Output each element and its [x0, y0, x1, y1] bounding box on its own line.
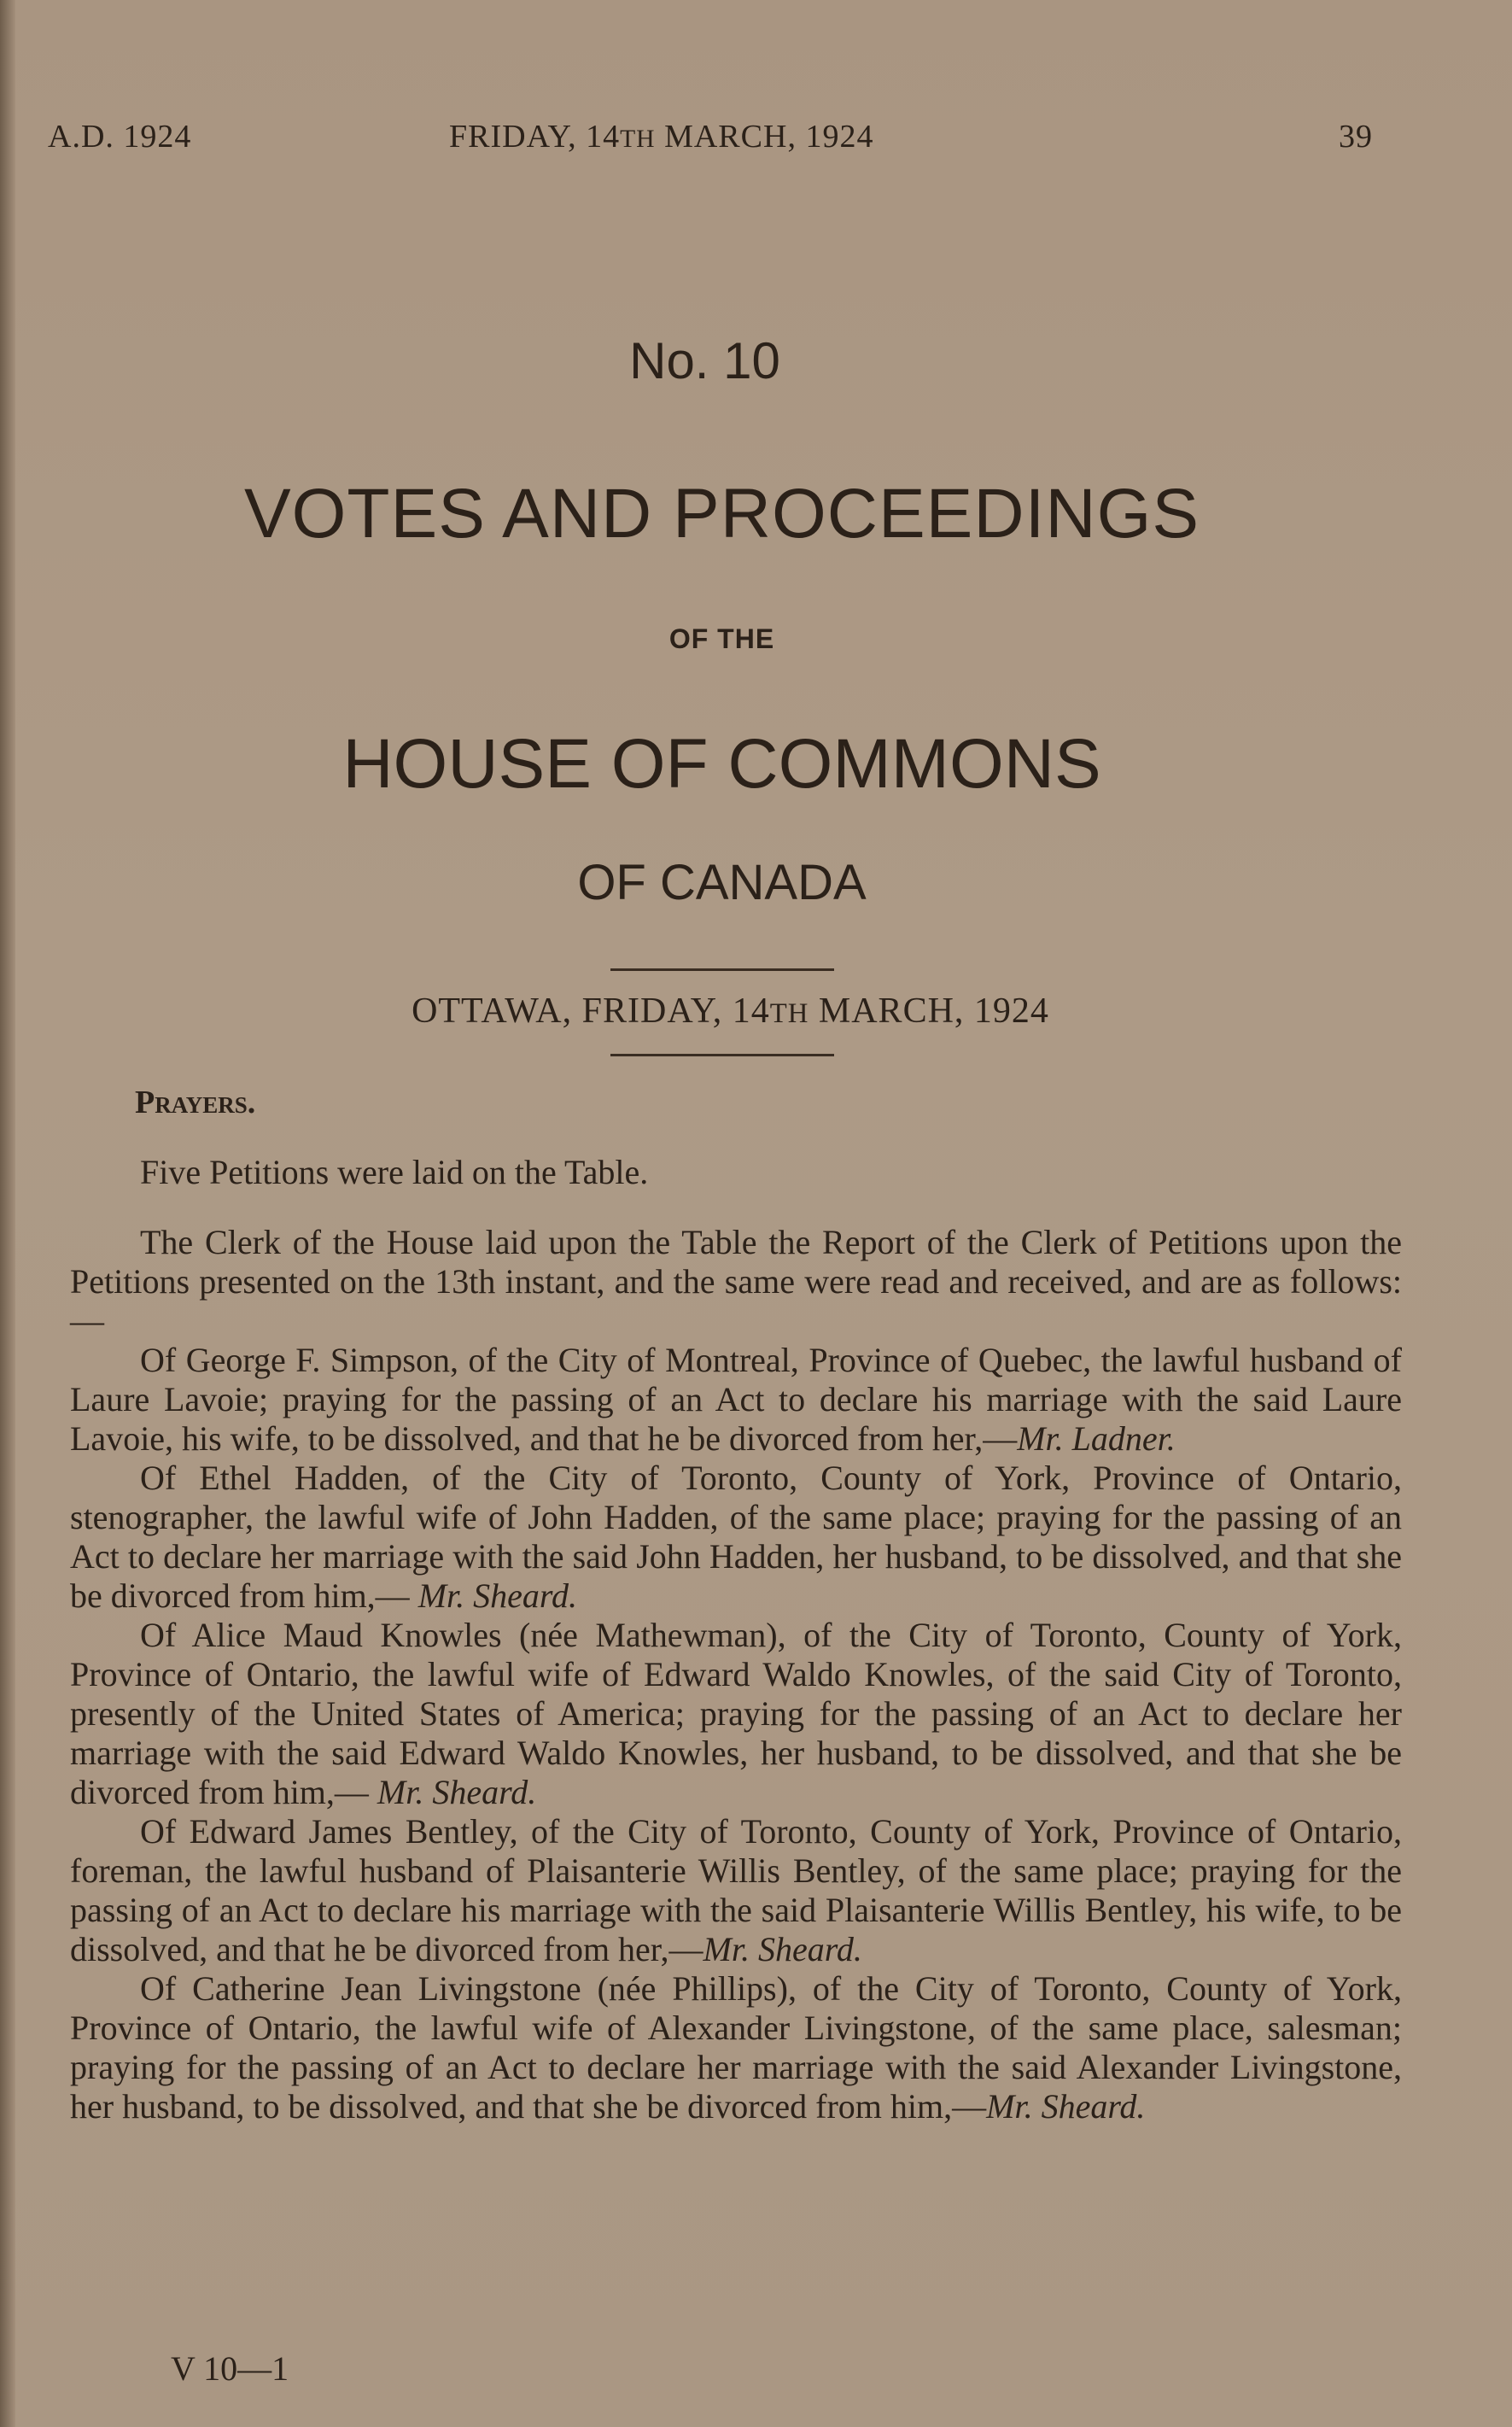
- petition-text: Of Ethel Hadden, of the City of Toronto, County of York, Province of Ontario, stenographer, the lawful wife of John Hadden, of the same place; praying for the passing of an Act to declare her marriage with the said John Hadden, her husband, to be dissolved, and that she be divorced from him,—: [70, 1459, 1402, 1615]
- divider-top: [610, 968, 834, 971]
- signature-mark: V 10—1: [171, 2349, 289, 2388]
- house-heading: HOUSE OF COMMONS: [342, 725, 1101, 803]
- dateline-sup: TH: [769, 998, 809, 1029]
- petition-text: Of Alice Maud Knowles (née Mathewman), of the City of Toronto, County of York, Province of Ontario, the lawful wife of Edward Waldo Knowles, of the said City of Toronto, presently of the United States of America; praying for the passing of an Act to declare her marriage with the said Edward Waldo Knowles, her husband, to be dissolved, and that she be divorced from him,—: [70, 1616, 1402, 1811]
- dateline-suffix: MARCH, 1924: [809, 991, 1049, 1031]
- petition-mover: Mr. Ladner.: [1017, 1419, 1176, 1458]
- petition-mover: Mr. Sheard.: [703, 1930, 862, 1968]
- prayers-heading: Prayers.: [135, 1085, 256, 1120]
- title-connector: OF THE: [668, 623, 775, 654]
- petition-mover: Mr. Sheard.: [417, 1576, 577, 1615]
- petition-item: [70, 1341, 1402, 1459]
- running-head-date-prefix: FRIDAY, 14: [449, 119, 621, 155]
- petitions-laid-paragraph: Five Petitions were laid on the Table.: [140, 1153, 649, 1191]
- petition-mover: Mr. Sheard.: [377, 1773, 537, 1811]
- proceedings-body: [70, 1083, 1402, 2126]
- running-head-date-sup: TH: [620, 126, 656, 153]
- clerk-report-paragraph: The Clerk of the House laid upon the Table the Report of the Clerk of Petitions upon the Petitions presented on the 13th instant, and the same were read and received, and are as follows:—: [70, 1223, 1402, 1340]
- petition-item: [70, 1459, 1402, 1616]
- running-head-date: [449, 118, 873, 155]
- dateline: [0, 991, 1486, 1032]
- document-title: VOTES AND PROCEEDINGS: [243, 475, 1200, 553]
- running-head-year: A.D. 1924: [48, 119, 192, 155]
- page-number: 39: [1339, 119, 1373, 155]
- divider-bottom: [610, 1054, 834, 1056]
- petition-mover: Mr. Sheard.: [986, 2087, 1146, 2126]
- running-head-date-suffix: MARCH, 1924: [655, 119, 874, 155]
- petition-text: Of Edward James Bentley, of the City of Toronto, County of York, Province of Ontario, foreman, the lawful husband of Plaisanterie Willis Bentley, of the same place; praying for the passing of an Act to declare his marriage with the said Plaisanterie Willis Bentley, his wife, to be dissolved, and that he be divorced from her,—: [70, 1812, 1402, 1968]
- petition-item: [70, 1969, 1402, 2126]
- petition-item: [70, 1812, 1402, 1969]
- issue-number: No. 10: [629, 332, 780, 389]
- petition-text: Of George F. Simpson, of the City of Montreal, Province of Quebec, the lawful husband of Laure Lavoie; praying for the passing of an Act to declare his marriage with the said Laure Lavoie, his wife, to be dissolved, and that he be divorced from her,—: [70, 1341, 1402, 1458]
- petition-text: Of Catherine Jean Livingstone (née Phillips), of the City of Toronto, County of York, Province of Ontario, the lawful wife of Alexander Livingstone, of the same place, salesman; praying for the passing of an Act to declare her marriage with the said Alexander Livingstone, her husband, to be dissolved, and that she be divorced from him,—: [70, 1969, 1402, 2126]
- country-heading: OF CANADA: [577, 855, 867, 910]
- dateline-prefix: OTTAWA, FRIDAY, 14: [412, 991, 770, 1031]
- petition-item: [70, 1616, 1402, 1812]
